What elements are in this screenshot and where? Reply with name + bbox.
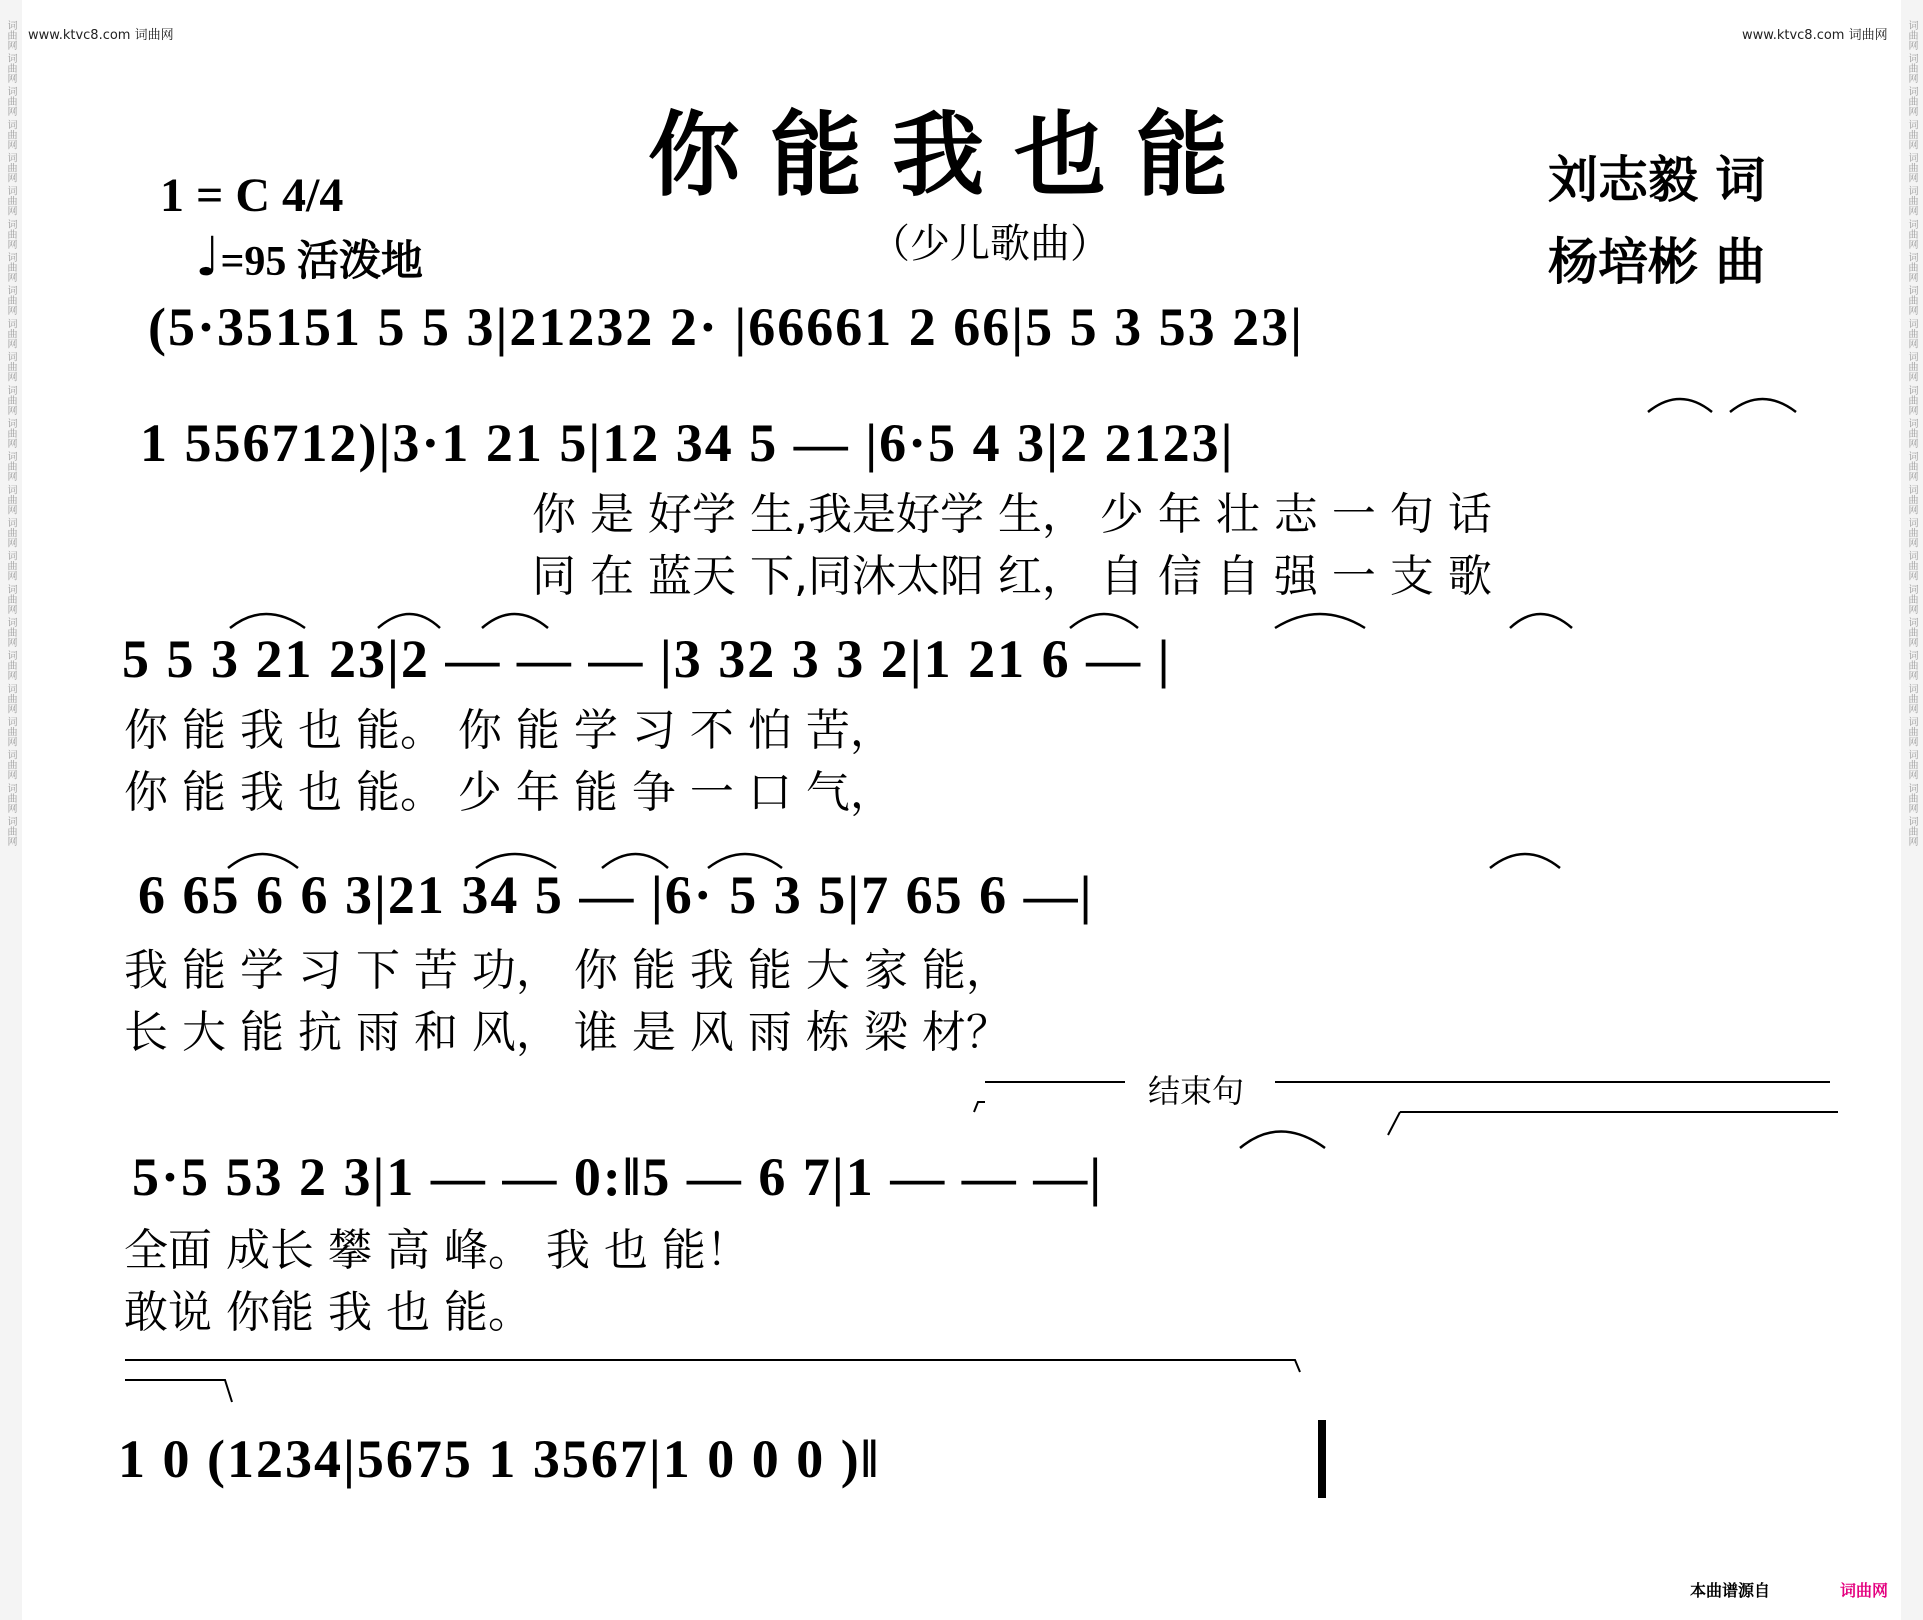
lyrics-line-2-verse-2: 同 在 蓝天 下,同沐太阳 红， 自 信 自 强 一 支 歌 [532, 551, 1492, 602]
slur [482, 614, 548, 628]
slur [378, 614, 440, 628]
footer-source: 本曲谱源自 [1690, 1581, 1771, 1600]
watermark-right: www.ktvc8.com 词曲网 [1742, 28, 1888, 43]
slur [1490, 854, 1560, 868]
score-line-4: 6 65 6 6 3|21 34 5 — |6· 5 3 5|7 65 6 —| [138, 865, 1094, 925]
composer-credit: 杨培彬 曲 [1548, 233, 1766, 291]
slur [1240, 1132, 1325, 1149]
slur [1648, 399, 1712, 412]
slur [1510, 614, 1572, 628]
lyrics-line-3-verse-1: 你 能 我 也 能。 你 能 学 习 不 怕 苦， [124, 705, 894, 756]
slur [228, 854, 298, 868]
slur [1730, 399, 1796, 412]
lyricist-credit: 刘志毅 词 [1548, 151, 1766, 209]
score-line-3: 5 5 3 21 23|2 — — — |3 32 3 3 2|1 21 6 — | [122, 629, 1172, 689]
ending-bracket-line [974, 1082, 1830, 1112]
score-line-5: 5·5 53 2 3|1 — — 0:‖5 — 6 7|1 — — —| [132, 1147, 1104, 1207]
lyrics-line-3-verse-2: 你 能 我 也 能。 少 年 能 争 一 口 气， [124, 767, 894, 818]
final-ending-bracket [125, 1360, 1300, 1372]
lyrics-line-5-verse-1: 全面 成长 攀 高 峰。 我 也 能！ [124, 1225, 750, 1276]
lyrics-line-2-verse-1: 你 是 好学 生,我是好学 生， 少 年 壮 志 一 句 话 [532, 489, 1492, 540]
watermark-left: www.ktvc8.com 词曲网 [28, 28, 174, 43]
lyrics-line-5-verse-2: 敢说 你能 我 也 能。 [124, 1287, 532, 1338]
score-line-6: 1 0 (1234|5675 1 3567|1 0 0 0 )‖ [118, 1429, 881, 1489]
song-subtitle: （少儿歌曲） [870, 221, 1110, 267]
footer-brand[interactable]: 词曲网 [1840, 1581, 1889, 1600]
song-title: 你能我也能 [648, 102, 1259, 209]
slur [230, 614, 305, 628]
right-side-watermark: 词曲网 词曲网 词曲网 词曲网 词曲网 词曲网 词曲网 词曲网 词曲网 词曲网 词曲网 词曲网 词曲网 词曲网 词曲网 词曲网 词曲网 词曲网 词曲网 词曲网 词曲网 词曲网 词曲网 词曲网 词曲网 [1906, 20, 1917, 847]
volta-bracket [1388, 1112, 1838, 1135]
key-time-signature: 1 = C 4/4 [160, 169, 344, 222]
ending-label: 结束句 [1148, 1072, 1245, 1110]
slur [476, 854, 556, 868]
slur [602, 854, 668, 868]
tempo-text: =95 活泼地 [220, 239, 423, 285]
lyrics-line-4-verse-2: 长 大 能 抗 雨 和 风， 谁 是 风 雨 栋 梁 材？ [124, 1007, 1010, 1058]
score-line-2: 1 556712)|3·1 21 5|12 34 5 — |6·5 4 3|2 2123| [140, 413, 1235, 473]
slur [708, 854, 782, 868]
final-volta-bracket [125, 1380, 232, 1402]
left-side-watermark: 词曲网 词曲网 词曲网 词曲网 词曲网 词曲网 词曲网 词曲网 词曲网 词曲网 词曲网 词曲网 词曲网 词曲网 词曲网 词曲网 词曲网 词曲网 词曲网 词曲网 词曲网 词曲网 词曲网 词曲网 词曲网 [5, 20, 16, 847]
quarter-note-icon: ♩ [195, 225, 221, 288]
slur [1070, 614, 1138, 628]
final-barline [1318, 1420, 1326, 1498]
lyrics-line-4-verse-1: 我 能 学 习 下 苦 功， 你 能 我 能 大 家 能， [124, 945, 1010, 996]
slur [1275, 614, 1365, 628]
score-line-1: (5·35151 5 5 3|21232 2· |66661 2 66|5 5 3 53 23| [148, 297, 1305, 357]
